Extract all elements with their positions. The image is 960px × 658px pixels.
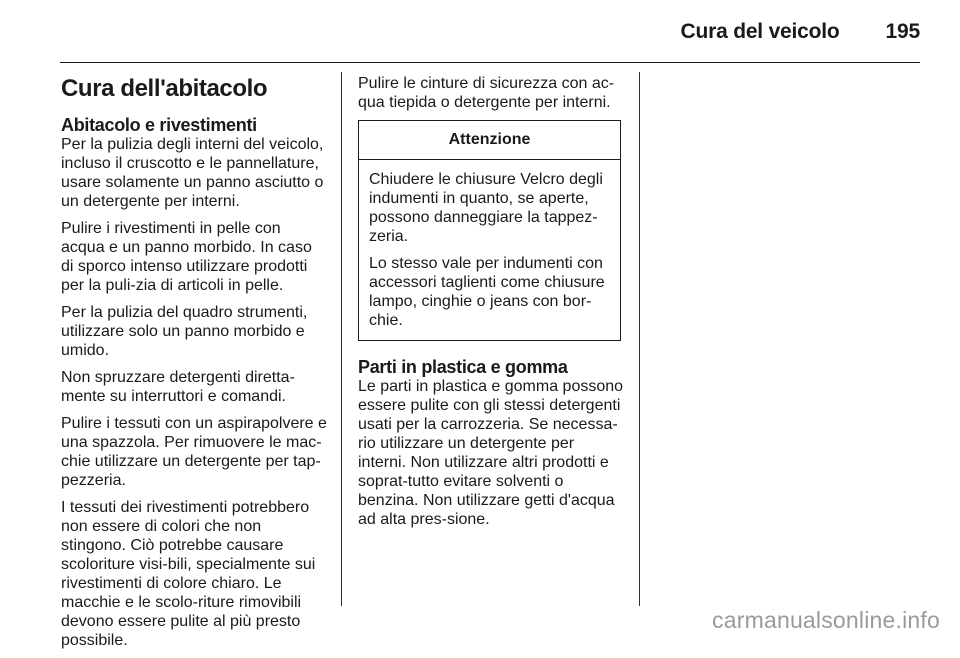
caution-paragraph: Chiudere le chiusure Velcro degli indumenti in quanto, se aperte, possono danneggiare la tappez-zeria.	[369, 171, 603, 245]
paragraph: Per la pulizia degli interni del veicolo, incluso il cruscotto e le pannellature, usare solamente un panno asciutto o un detergente per interni.	[61, 136, 324, 210]
subsection-title: Abitacolo e rivestimenti	[61, 115, 257, 135]
paragraph: Le parti in plastica e gomma possono essere pulite con gli stessi detergenti usati per la carrozzeria. Se necessa-rio utilizzare un detergente per interni. Non utilizzare altri prodotti e soprat-tutto evitare solventi o benzina. Non utilizzare getti d'acqua ad alta pres-sione.	[358, 378, 624, 528]
watermark: carmanualsonline.info	[712, 607, 940, 633]
column-2	[358, 74, 624, 537]
caution-title: Attenzione	[359, 121, 620, 160]
section-title: Cura dell'abitacolo	[61, 75, 268, 102]
header-title: Cura del veicolo	[680, 20, 840, 43]
paragraph: I tessuti dei rivestimenti potrebbero non essere di colori che non stingono. Ciò potrebbe causare scoloriture visi-bili, specialmente sui rivestimenti di colore chiaro. Le macchie e le scolo-riture rimovibili devono essere pulite al più presto possibile.	[61, 499, 316, 649]
paragraph: Per la pulizia del quadro strumenti, utilizzare solo un panno morbido e umido.	[61, 304, 308, 359]
header-rule	[60, 62, 920, 63]
column-divider-1	[341, 72, 342, 606]
paragraph: Pulire i tessuti con un aspirapolvere e una spazzola. Per rimuovere le mac-chie utilizzare un detergente per tap-pezzeria.	[61, 415, 327, 489]
paragraph: Pulire le cinture di sicurezza con ac-qua tiepida o detergente per interni.	[358, 75, 615, 111]
caution-body	[359, 160, 620, 340]
paragraph: Pulire i rivestimenti in pelle con acqua e un panno morbido. In caso di sporco intenso utilizzare prodotti per la puli-zia di articoli in pelle.	[61, 220, 312, 294]
column-1	[61, 74, 327, 658]
column-divider-2	[639, 72, 640, 606]
caution-box	[358, 120, 621, 341]
subsection-title: Parti in plastica e gomma	[358, 357, 568, 377]
page-header	[0, 20, 920, 44]
page-number: 195	[885, 20, 920, 43]
caution-paragraph: Lo stesso vale per indumenti con accessori taglienti come chiusure lampo, cinghie o jeans con bor-chie.	[369, 255, 605, 329]
paragraph: Non spruzzare detergenti diretta-mente su interruttori e comandi.	[61, 369, 295, 405]
